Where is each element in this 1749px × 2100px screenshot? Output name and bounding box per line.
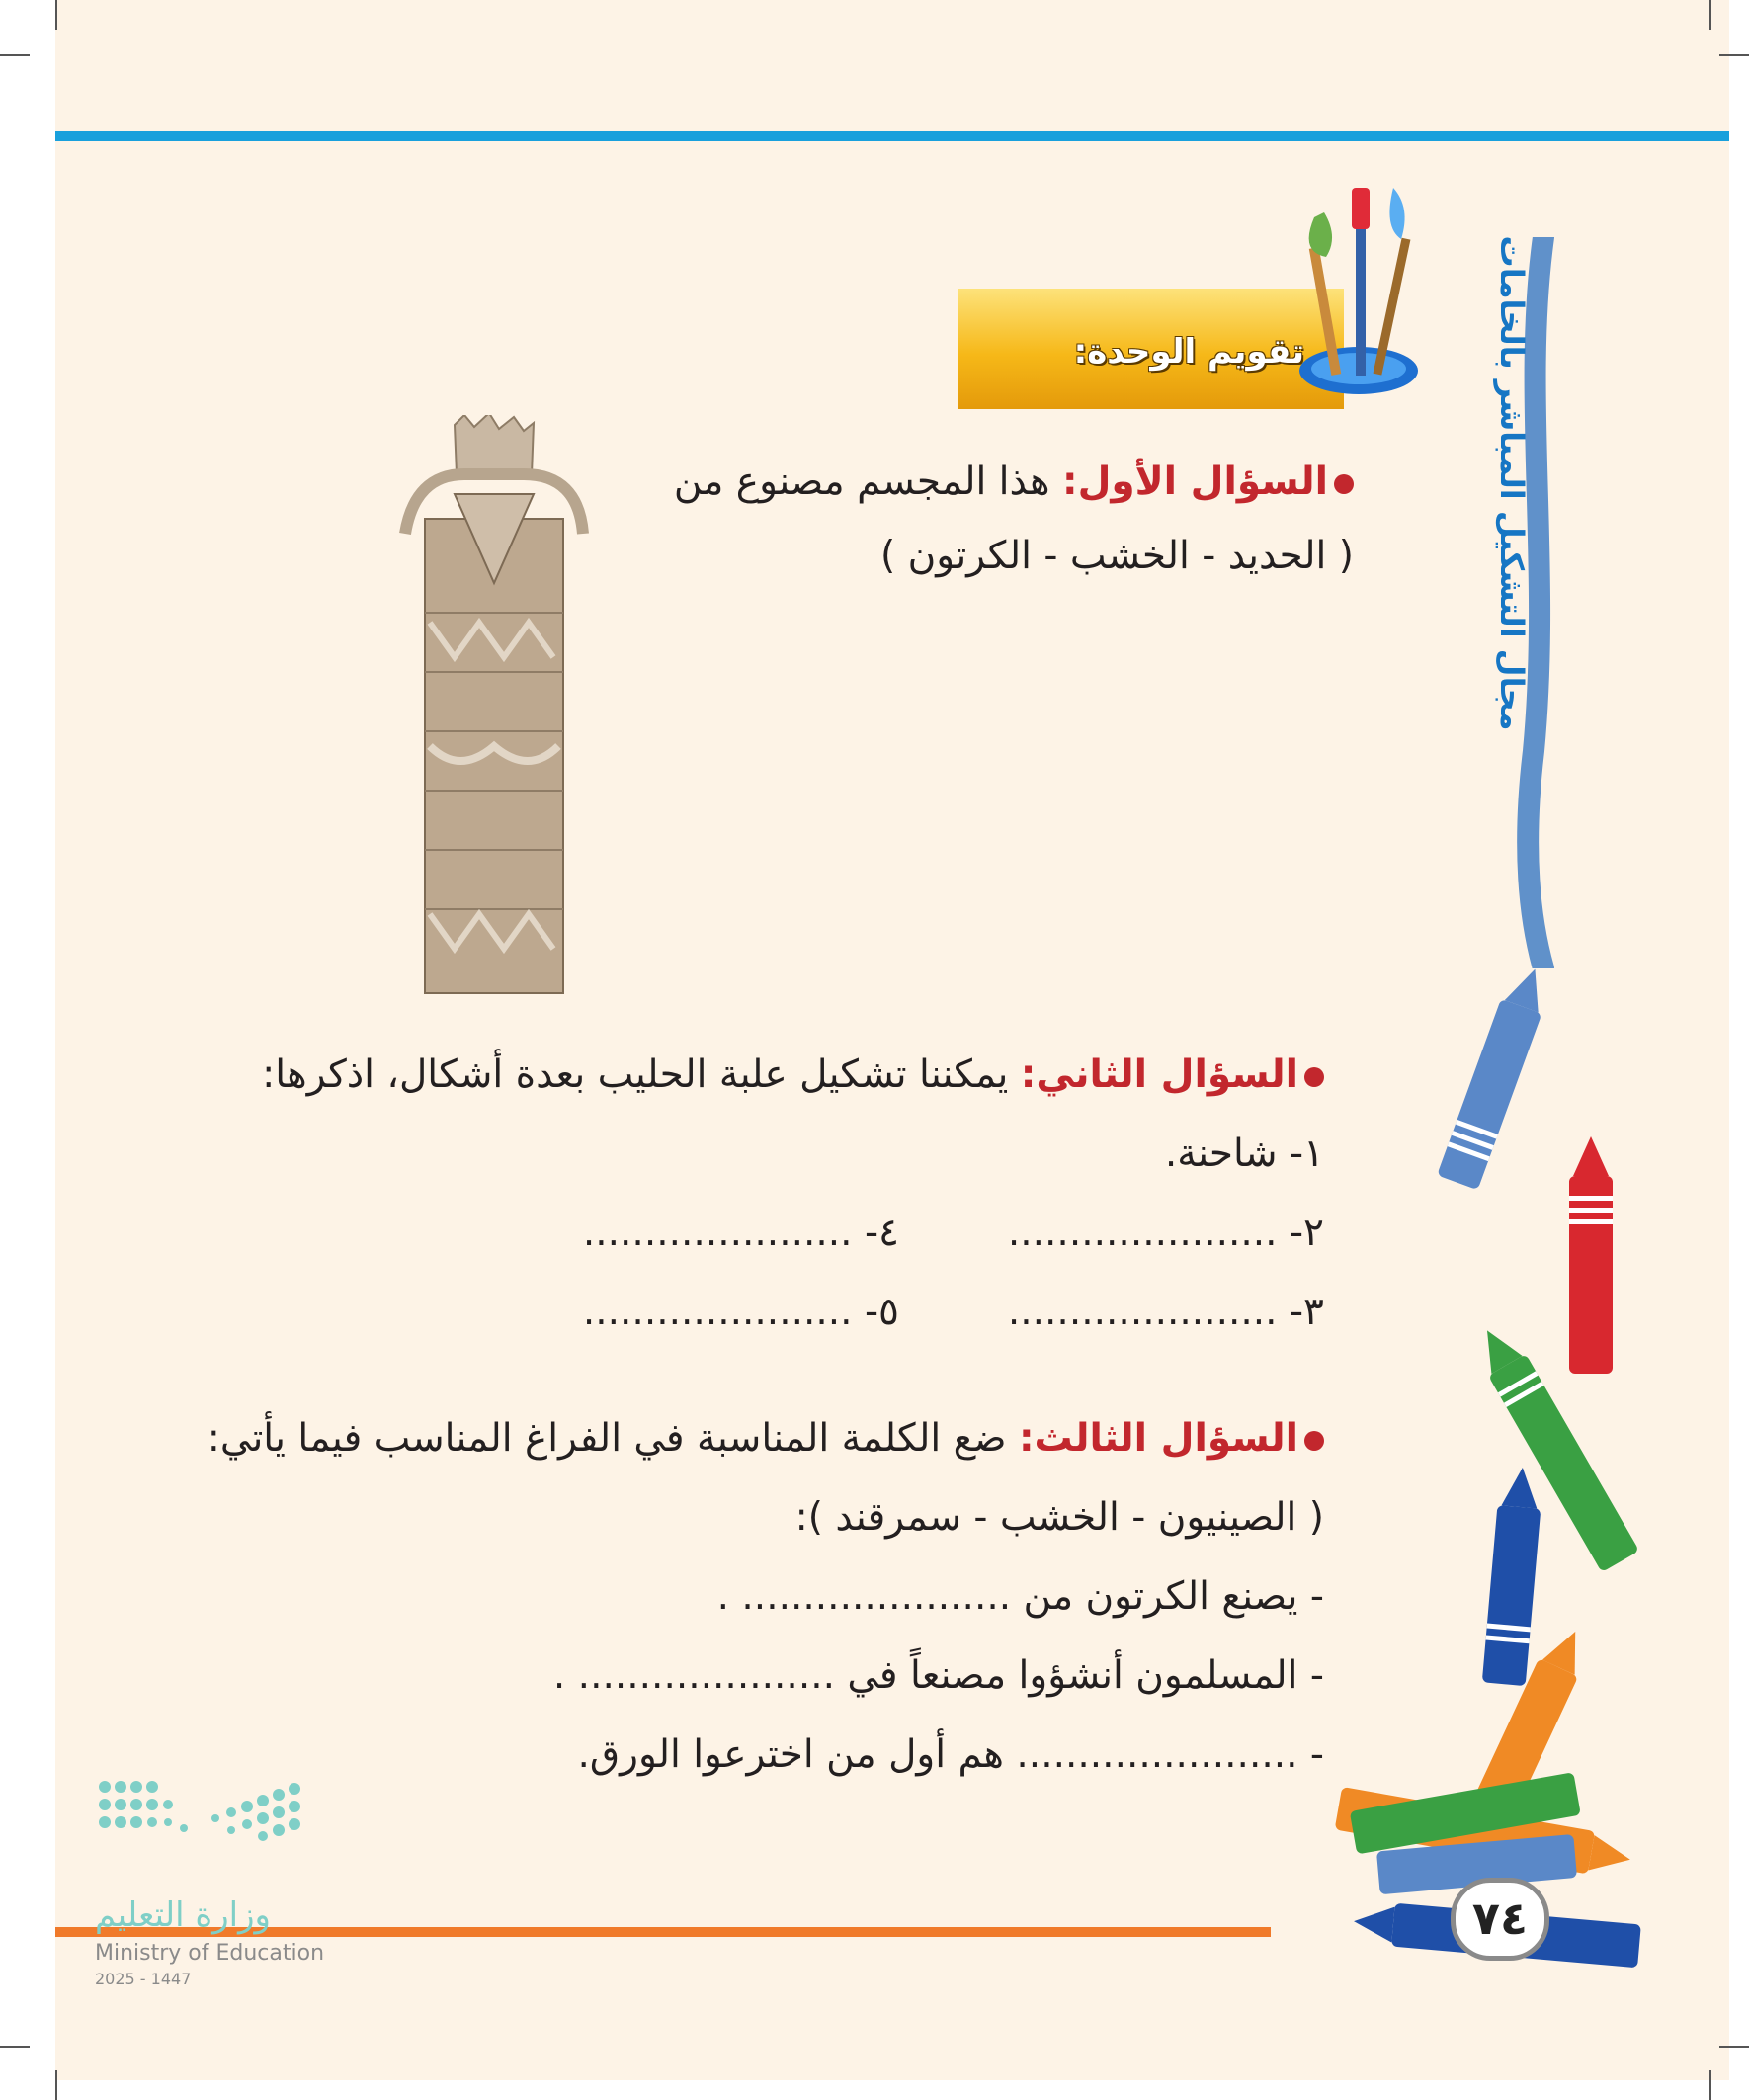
question-1-text: هذا المجسم مصنوع من	[673, 460, 1050, 504]
answer-line-4[interactable]: ٤- ......................	[582, 1211, 899, 1255]
bullet-icon	[1334, 474, 1354, 494]
crop-mark	[0, 54, 30, 56]
question-1-label: السؤال الأول:	[1061, 460, 1328, 504]
crayons-decoration	[1255, 949, 1650, 2026]
answer-line-2[interactable]: ٢- ......................	[1007, 1211, 1324, 1255]
question-2-text: يمكننا تشكيل علبة الحليب بعدة أشكال، اذكرها:	[262, 1052, 1009, 1097]
question-2-label: السؤال الثاني:	[1020, 1052, 1298, 1097]
ministry-name-ar: وزارة التعليم	[95, 1895, 271, 1935]
answer-line-5[interactable]: ٥- ......................	[582, 1290, 899, 1334]
crop-mark	[55, 2070, 57, 2100]
fill-blank-2[interactable]: - المسلمون أنشؤوا مصنعاً في ..................... .	[552, 1653, 1324, 1698]
top-rule	[55, 131, 1729, 141]
fill-blank-1[interactable]: - يصنع الكرتون من ...................... .	[716, 1574, 1324, 1619]
answer-line-3[interactable]: ٣- ......................	[1007, 1290, 1324, 1334]
question-3	[208, 1416, 1324, 1461]
question-3-text: ضع الكلمة المناسبة في الفراغ المناسب فيما يأتي:	[207, 1416, 1007, 1461]
answer-line-1: ١- شاحنة.	[1164, 1132, 1324, 1176]
side-title: مجال التشكيل المباشر بالخامات	[1493, 235, 1531, 731]
crop-mark	[55, 0, 57, 30]
crop-mark	[1709, 0, 1711, 30]
paintbrush-palette-icon	[1285, 168, 1433, 405]
question-1	[674, 460, 1354, 504]
question-3-options: ( الصينيون - الخشب - سمرقند ):	[794, 1495, 1324, 1540]
crop-mark	[1709, 2070, 1711, 2100]
question-3-label: السؤال الثالث:	[1018, 1416, 1298, 1461]
crop-mark	[0, 2046, 30, 2048]
unit-badge-title: تقويم الوحدة:	[1073, 332, 1304, 372]
question-2	[262, 1052, 1324, 1097]
ministry-footer	[95, 1895, 324, 1988]
page-number: ٧٤	[1451, 1878, 1549, 1961]
crop-mark	[1719, 54, 1749, 56]
ministry-name-en: Ministry of Education	[95, 1941, 325, 1966]
crop-mark	[1719, 2046, 1749, 2048]
question-1-options: ( الحديد - الخشب - الكرتون )	[879, 534, 1354, 578]
edition-year: 2025 - 1447	[95, 1970, 192, 1988]
fill-blank-3[interactable]: - ....................... هم أول من اخترعوا الورق.	[577, 1732, 1324, 1777]
cardboard-sculpture-image	[395, 415, 593, 1008]
ministry-logo-icon	[97, 1779, 309, 1873]
